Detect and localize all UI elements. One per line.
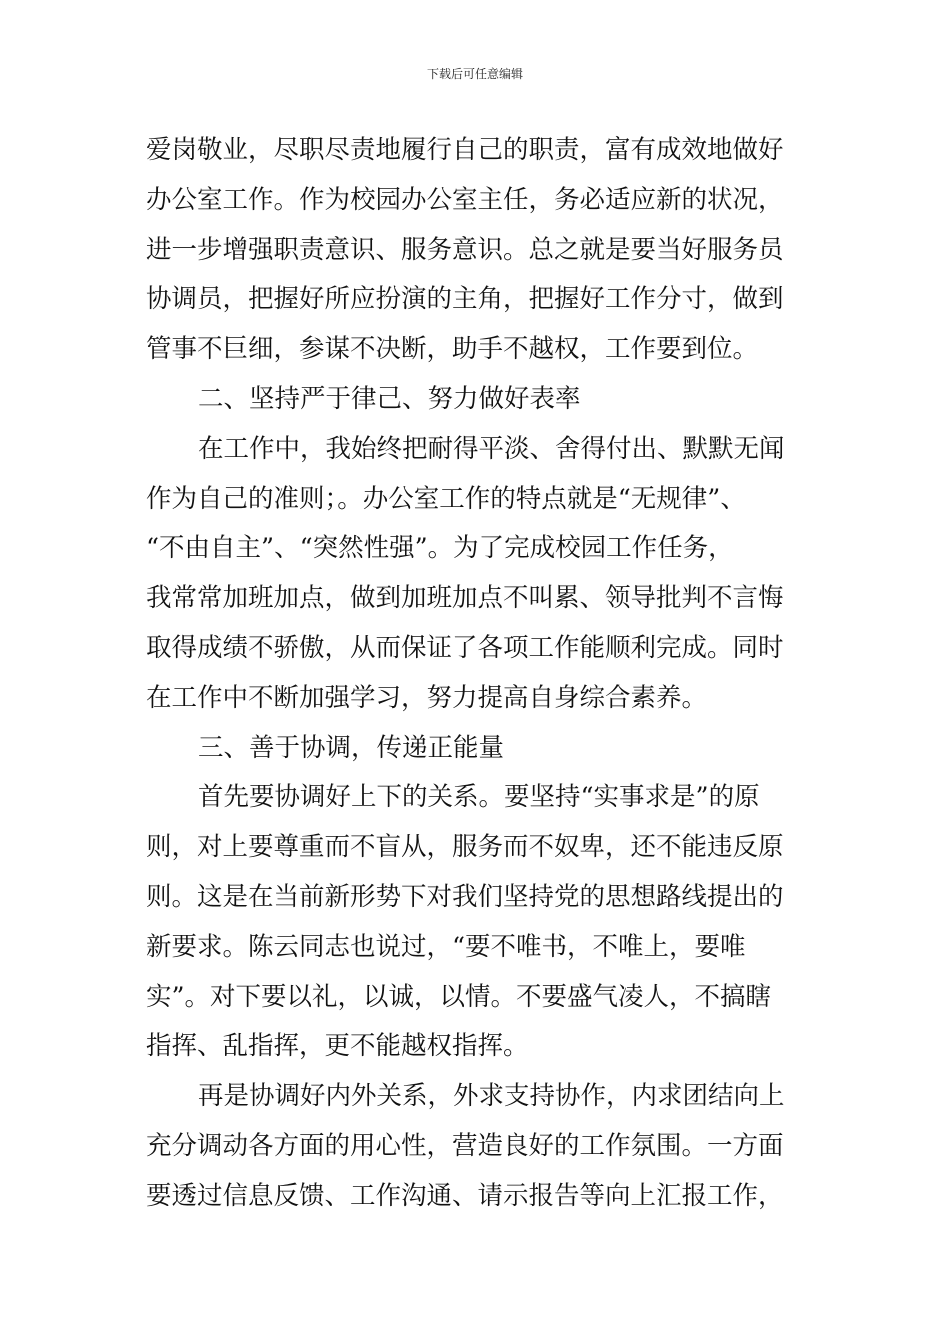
text-line: 则。这是在当前新形势下对我们坚持党的思想路线提出的 (146, 881, 784, 912)
text-line: 在工作中不断加强学习，努力提高自身综合素养。 (146, 682, 708, 713)
text-line: 作为自己的准则；。办公室工作的特点就是“无规律”、 (146, 483, 746, 514)
text-line: 管事不巨细，参谋不决断，助手不越权，工作要到位。 (146, 334, 759, 365)
document-body (146, 126, 810, 1222)
text-line: 指挥、乱指挥，更不能越权指挥。 (146, 1031, 529, 1062)
section-heading: 三、善于协调，传递正能量 (198, 732, 505, 763)
text-line: 我常常加班加点，做到加班加点不叫累、领导批判不言悔 (146, 583, 784, 614)
text-line: 进一步增强职责意识、服务意识。总之就是要当好服务员 (146, 234, 784, 265)
text-line: 新要求。陈云同志也说过，“要不唯书，不唯上，要唯 (146, 931, 746, 962)
page-header-note: 下载后可任意编辑 (426, 67, 523, 81)
paragraph-first-line: 再是协调好内外关系，外求支持协作，内求团结向上 (198, 1081, 785, 1112)
text-line: 办公室工作。作为校园办公室主任，务必适应新的状况， (146, 184, 784, 215)
text-line: 爱岗敬业，尽职尽责地履行自己的职责，富有成效地做好 (146, 135, 784, 165)
text-line: 则，对上要尊重而不盲从，服务而不奴卑，还不能违反原 (146, 832, 784, 863)
text-line: 取得成绩不骄傲，从而保证了各项工作能顺利完成。同时 (146, 632, 784, 663)
section-heading: 二、坚持严于律己、努力做好表率 (198, 383, 581, 414)
paragraph-first-line: 首先要协调好上下的关系。要坚持“实事求是”的原 (198, 782, 760, 813)
text-line: 协调员，把握好所应扮演的主角，把握好工作分寸，做到 (146, 284, 784, 315)
text-line: “不由自主”、“突然性强”。为了完成校园工作任务， (146, 533, 734, 564)
text-line: 要透过信息反馈、工作沟通、请示报告等向上汇报工作， (146, 1180, 784, 1211)
paragraph-first-line: 在工作中，我始终把耐得平淡、舍得付出、默默无闻 (198, 433, 785, 464)
text-line: 充分调动各方面的用心性，营造良好的工作氛围。一方面 (146, 1130, 784, 1161)
text-line: 实”。对下要以礼，以诚，以情。不要盛气凌人，不搞瞎 (146, 981, 772, 1012)
